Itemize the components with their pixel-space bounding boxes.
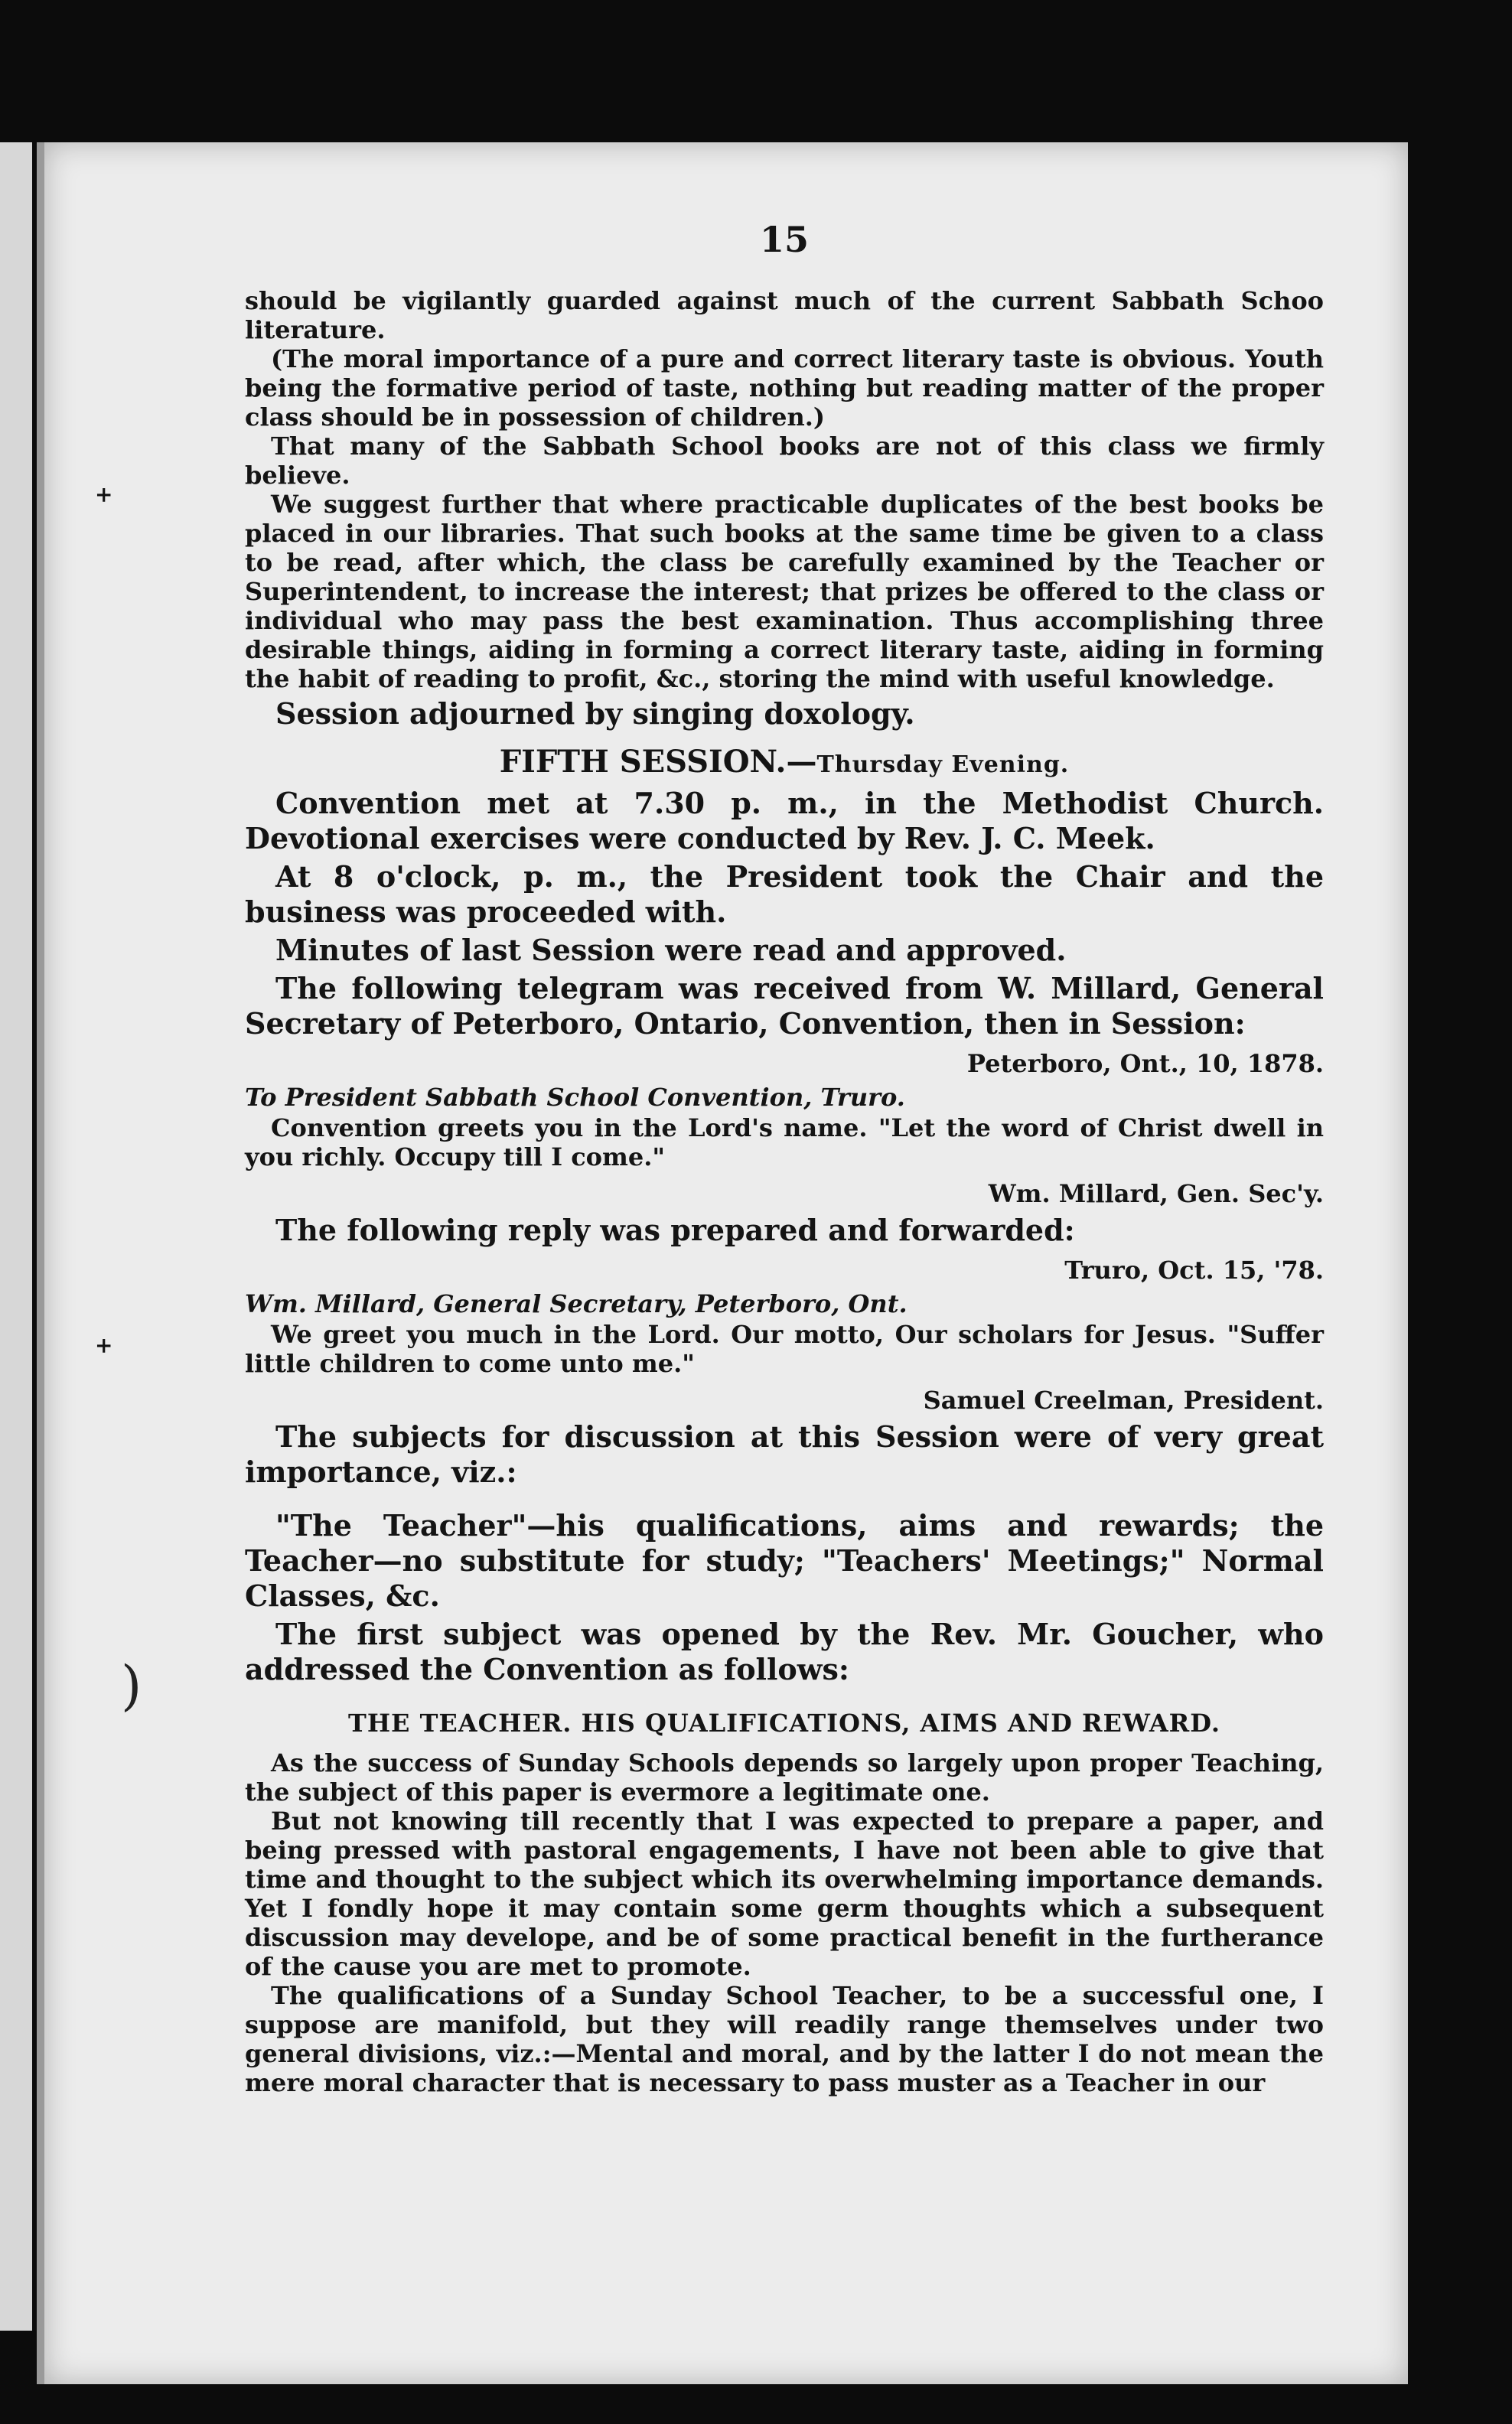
session-minutes	[245, 786, 1324, 1041]
paragraph: At 8 o'clock, p. m., the President took the Chair and the business was proceeded with.	[245, 859, 1324, 929]
telegram-body: Convention greets you in the Lord's name. "Let the word of Christ dwell in you richly. Occupy till I come."	[245, 1113, 1324, 1171]
paragraph: That many of the Sabbath School books are not of this class we firmly believe.	[245, 432, 1324, 490]
telegram-address: To President Sabbath School Convention, Truro.	[245, 1083, 905, 1112]
paragraph: As the success of Sunday Schools depends so largely upon proper Teaching, the subject of this paper is evermore a legitimate one.	[245, 1748, 1324, 1807]
session-subtitle: Thursday Evening.	[816, 751, 1070, 778]
reply-address: Wm. Millard, General Secretary, Peterboro, Ont.	[245, 1289, 908, 1318]
teacher-paper-text	[245, 1748, 1324, 2097]
margin-mark: +	[95, 482, 113, 507]
page-content	[245, 219, 1324, 2097]
teacher-paper-heading: THE TEACHER. HIS QUALIFICATIONS, AIMS AND REWARD.	[348, 1709, 1220, 1738]
reply-signature: Samuel Creelman, President.	[923, 1386, 1324, 1415]
discussion-subjects	[245, 1419, 1324, 1687]
telegram-signature: Wm. Millard, Gen. Sec'y.	[988, 1179, 1324, 1208]
paragraph: Minutes of last Session were read and approved.	[275, 933, 1067, 967]
telegram	[245, 1049, 1324, 1208]
reply-intro	[245, 1213, 1324, 1248]
fifth-session-heading	[245, 744, 1324, 780]
paragraph: Convention met at 7.30 p. m., in the Methodist Church. Devotional exercises were conducted by Rev. J. C. Meek.	[245, 786, 1324, 855]
page-number: 15	[759, 219, 809, 260]
paragraph: The following reply was prepared and forwarded:	[275, 1213, 1075, 1247]
telegram-place-date: Peterboro, Ont., 10, 1878.	[966, 1049, 1324, 1078]
paragraph: The qualifications of a Sunday School Teacher, to be a successful one, I suppose are manifold, but they will readily range themselves under two general divisions, viz.:—Mental and moral, and by the latter I do not mean the mere moral character that is necessary to pass muster as a Teacher in our	[245, 1981, 1324, 2097]
paragraph: (The moral importance of a pure and correct literary taste is obvious. Youth being the formative period of taste, nothing but reading matter of the proper class should be in possession of children.)	[245, 344, 1324, 432]
session-title: FIFTH SESSION.—	[499, 744, 817, 780]
paragraph: We suggest further that where practicable duplicates of the best books be placed in our libraries. That such books at the same time be given to a class to be read, after which, the class be carefully examined by the Teacher or Superintendent, to increase the interest; that prizes be offered to the class or individual who may pass the best examination. Thus accomplishing three desirable things, aiding in forming a correct literary taste, aiding in forming the habit of reading to profit, &c., storing the mind with useful knowledge.	[245, 490, 1324, 693]
margin-bracket: )	[121, 1654, 142, 1717]
session-notes	[245, 696, 1324, 731]
paragraph: The first subject was opened by the Rev. Mr. Goucher, who addressed the Convention as follows:	[245, 1617, 1324, 1686]
reply-body: We greet you much in the Lord. Our motto, Our scholars for Jesus. "Suffer little children to come unto me."	[245, 1320, 1324, 1378]
previous-page-edge	[0, 142, 32, 2331]
report-text-top	[245, 286, 1324, 693]
adjourned-line: Session adjourned by singing doxology.	[275, 696, 915, 731]
document-page	[44, 142, 1408, 2384]
paragraph: "The Teacher"—his qualifications, aims and rewards; the Teacher—no substitute for study; "Teachers' Meetings;" Normal Classes, &c.	[245, 1508, 1324, 1613]
paragraph: But not knowing till recently that I was expected to prepare a paper, and being pressed with pastoral engagements, I have not been able to give that time and thought to the subject which its overwhelming importance demands. Yet I fondly hope it may contain some germ thoughts which a subsequent discussion may develope, and be of some practical benefit in the furtherance of the cause you are met to promote.	[245, 1807, 1324, 1981]
paragraph: should be vigilantly guarded against much of the current Sabbath Schoo literature.	[245, 286, 1324, 344]
paragraph: The subjects for discussion at this Session were of very great importance, viz.:	[245, 1419, 1324, 1489]
reply-place-date: Truro, Oct. 15, '78.	[1064, 1256, 1324, 1285]
paragraph: The following telegram was received from W. Millard, General Secretary of Peterboro, Ontario, Convention, then in Session:	[245, 971, 1324, 1041]
reply	[245, 1256, 1324, 1415]
margin-mark: +	[95, 1333, 113, 1358]
